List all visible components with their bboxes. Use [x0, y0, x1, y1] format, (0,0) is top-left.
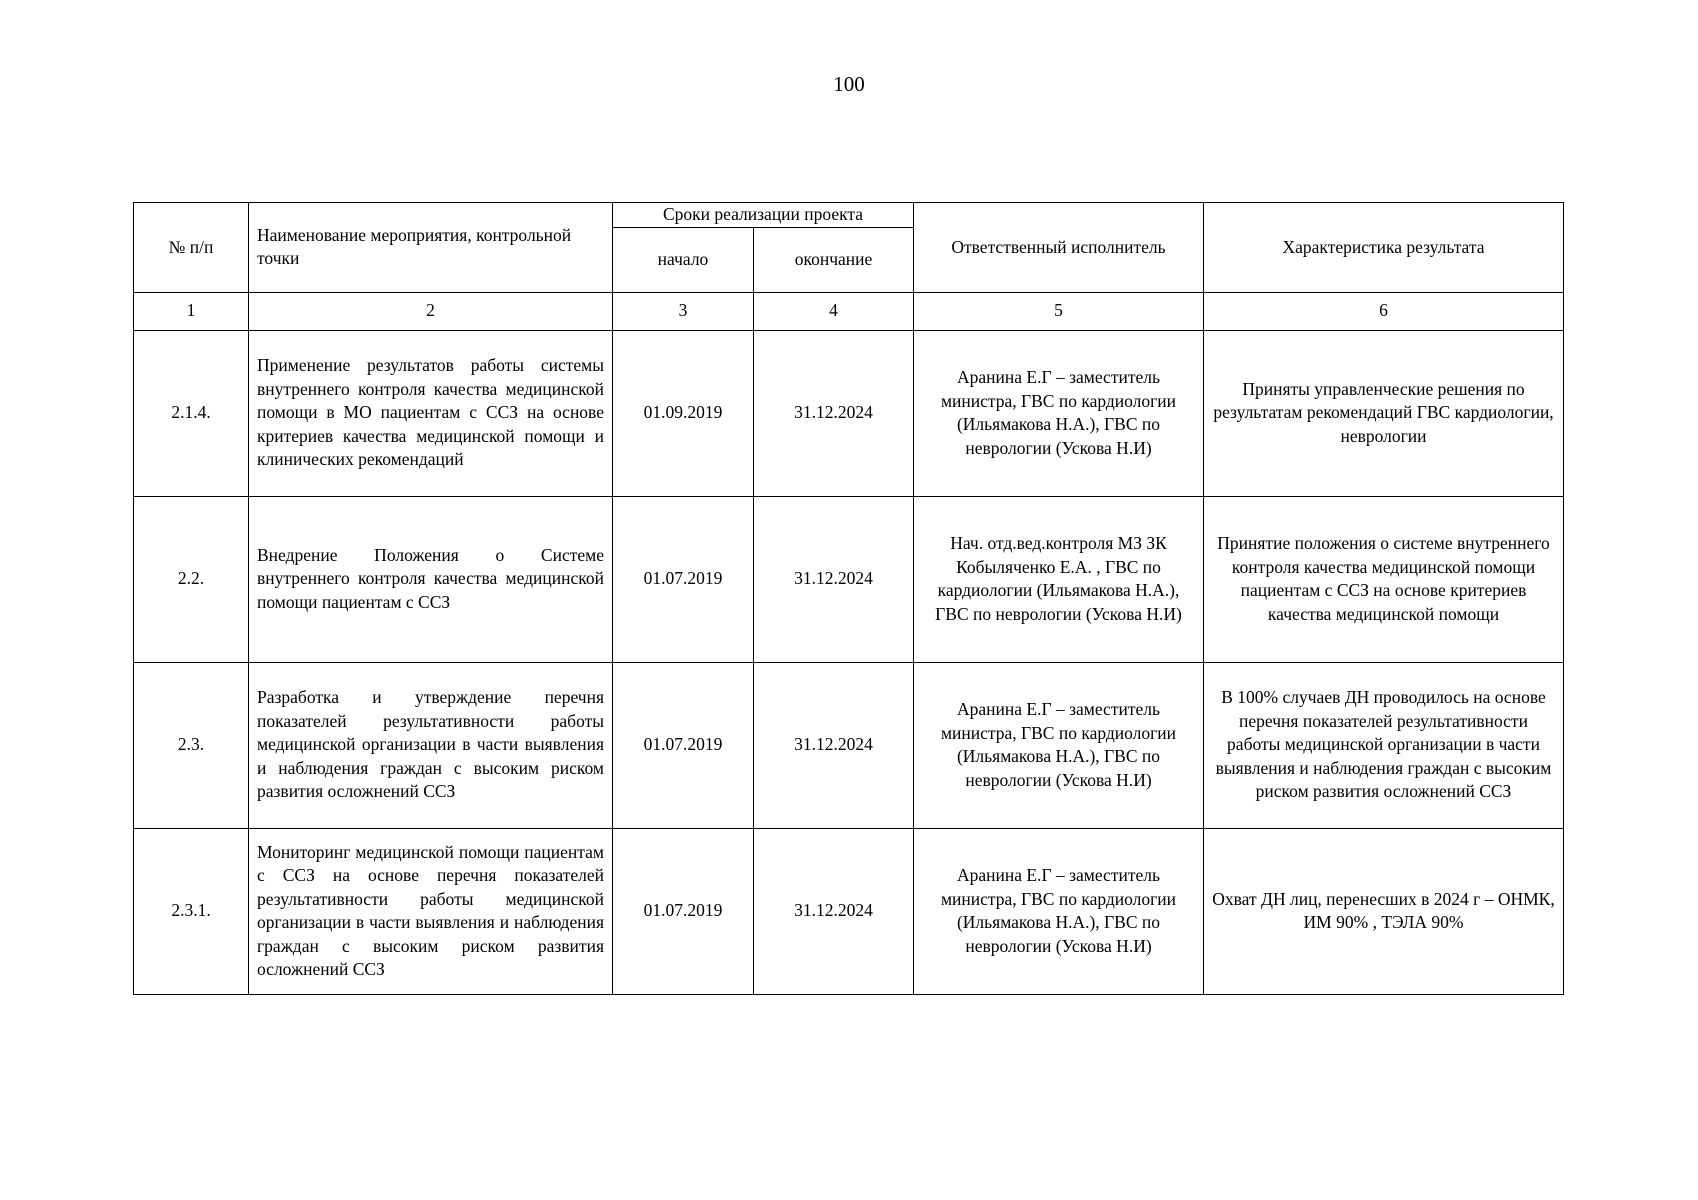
header-result: Характеристика результата: [1204, 203, 1564, 293]
activity-name: Разработка и утверждение перечня показателей результативности работы медицинской организации в части выявления и наблюдения граждан с высоким риском развития осложнений ССЗ: [249, 662, 613, 828]
column-number: 2: [249, 292, 613, 330]
table-row: [134, 662, 1564, 828]
end-date: 31.12.2024: [754, 828, 914, 994]
row-number: 2.1.4.: [134, 330, 249, 496]
responsible-person: Аранина Е.Г – заместитель министра, ГВС по кардиологии (Ильямакова Н.А.), ГВС по неврологии (Ускова Н.И): [914, 828, 1204, 994]
start-date: 01.07.2019: [613, 496, 754, 662]
column-number: 3: [613, 292, 754, 330]
responsible-person: Аранина Е.Г – заместитель министра, ГВС по кардиологии (Ильямакова Н.А.), ГВС по неврологии (Ускова Н.И): [914, 662, 1204, 828]
end-date: 31.12.2024: [754, 662, 914, 828]
end-date: 31.12.2024: [754, 330, 914, 496]
project-plan-table: [133, 202, 1564, 995]
column-number: 5: [914, 292, 1204, 330]
column-number: 4: [754, 292, 914, 330]
header-name: Наименование мероприятия, контрольной точки: [249, 203, 613, 293]
header-row-top: [134, 203, 1564, 228]
header-num: № п/п: [134, 203, 249, 293]
result-description: В 100% случаев ДН проводилось на основе перечня показателей результативности работы медицинской организации в части выявления и наблюдения граждан с высоким риском развития осложнений ССЗ: [1204, 662, 1564, 828]
table-row: [134, 330, 1564, 496]
header-responsible: Ответственный исполнитель: [914, 203, 1204, 293]
result-description: Принятие положения о системе внутреннего контроля качества медицинской помощи пациентам с ССЗ на основе критериев качества медицинской помощи: [1204, 496, 1564, 662]
activity-name: Мониторинг медицинской помощи пациентам с ССЗ на основе перечня показателей результативности работы медицинской организации в части выявления и наблюдения граждан с высоким риском развития осложнений ССЗ: [249, 828, 613, 994]
result-description: Охват ДН лиц, перенесших в 2024 г – ОНМК, ИМ 90% , ТЭЛА 90%: [1204, 828, 1564, 994]
start-date: 01.07.2019: [613, 662, 754, 828]
header-end: окончание: [754, 227, 914, 292]
table-row: [134, 828, 1564, 994]
start-date: 01.09.2019: [613, 330, 754, 496]
header-period: Сроки реализации проекта: [613, 203, 914, 228]
row-number: 2.3.: [134, 662, 249, 828]
responsible-person: Аранина Е.Г – заместитель министра, ГВС по кардиологии (Ильямакова Н.А.), ГВС по неврологии (Ускова Н.И): [914, 330, 1204, 496]
activity-name: Применение результатов работы системы внутреннего контроля качества медицинской помощи в МО пациентам с ССЗ на основе критериев качества медицинской помощи и клинических рекомендаций: [249, 330, 613, 496]
column-number: 6: [1204, 292, 1564, 330]
column-number: 1: [134, 292, 249, 330]
page-number: 100: [833, 72, 865, 96]
row-number: 2.3.1.: [134, 828, 249, 994]
header-start: начало: [613, 227, 754, 292]
start-date: 01.07.2019: [613, 828, 754, 994]
column-number-row: [134, 292, 1564, 330]
row-number: 2.2.: [134, 496, 249, 662]
responsible-person: Нач. отд.вед.контроля МЗ ЗК Кобыляченко Е.А. , ГВС по кардиологии (Ильямакова Н.А.), ГВС по неврологии (Ускова Н.И): [914, 496, 1204, 662]
result-description: Приняты управленческие решения по результатам рекомендаций ГВС кардиологии, неврологии: [1204, 330, 1564, 496]
activity-name: Внедрение Положения о Системе внутреннего контроля качества медицинской помощи пациентам с ССЗ: [249, 496, 613, 662]
end-date: 31.12.2024: [754, 496, 914, 662]
table-row: [134, 496, 1564, 662]
